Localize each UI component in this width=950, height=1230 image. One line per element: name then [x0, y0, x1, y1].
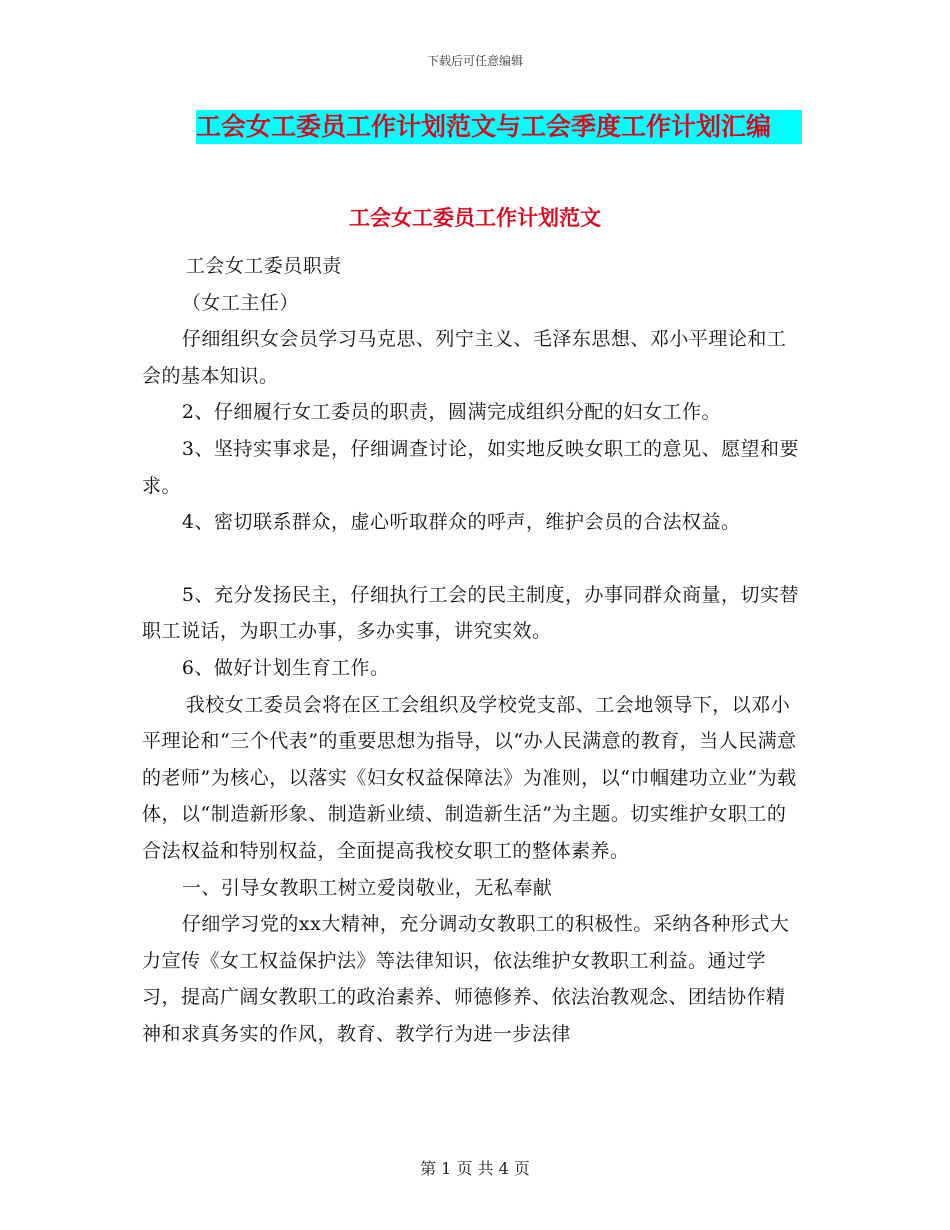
paragraph: 3、坚持实事求是，仔细调查讨论，如实地反映女职工的意见、愿望和要求。	[142, 437, 799, 497]
blank-line	[142, 541, 802, 577]
paragraph: 6、做好计划生育工作。	[181, 656, 390, 679]
paragraph: 仔细学习党的xx大精神，充分调动女教职工的积极性。采纳各种形式大力宣传《女工权益保护法》等法律知识，依法维护女教职工利益。通过学习，提高广阔女教职工的政治素养、师德修养、依法治教观念、团结协作精神和求真务实的作风，教育、教学行为进一步法律	[142, 913, 790, 1045]
paragraph: 工会女工委员职责	[185, 255, 342, 277]
header-note: 下载后可任意编辑	[426, 54, 523, 68]
section-title: 工会女工委员工作计划范文	[349, 206, 601, 230]
paragraph: 仔细组织女会员学习马克思、列宁主义、毛泽东思想、邓小平理论和工会的基本知识。	[142, 328, 787, 387]
paragraph: 4、密切联系群众，虚心听取群众的呼声，维护会员的合法权益。	[181, 511, 741, 534]
paragraph: 一、引导女教职工树立爱岗敬业，无私奉献	[181, 876, 553, 899]
document-main-title: 工会女工委员工作计划范文与工会季度工作计划汇编	[196, 110, 802, 144]
paragraph: 2、仔细履行女工委员的职责，圆满完成组织分配的妇女工作。	[181, 401, 721, 424]
paragraph: 我校女工委员会将在区工会组织及学校党支部、工会地领导下，以邓小平理论和“三个代表”的重要思想为指导，以“办人民满意的教育，当人民满意的老师”为核心，以落实《妇女权益保障法》为准则，以“巾帼建功立业”为载体，以“制造新形象、制造新业绩、制造新生活”为主题。切实维护女职工的合法权益和特别权益，全面提高我校女职工的整体素养。	[142, 693, 797, 862]
document-body	[142, 248, 802, 1052]
paragraph: （女工主任）	[181, 291, 299, 314]
page-footer: 第 1 页 共 4 页	[420, 1159, 530, 1178]
paragraph: 5、充分发扬民主，仔细执行工会的民主制度，办事同群众商量，切实替职工说话，为职工办事，多办实事，讲究实效。	[142, 583, 799, 643]
